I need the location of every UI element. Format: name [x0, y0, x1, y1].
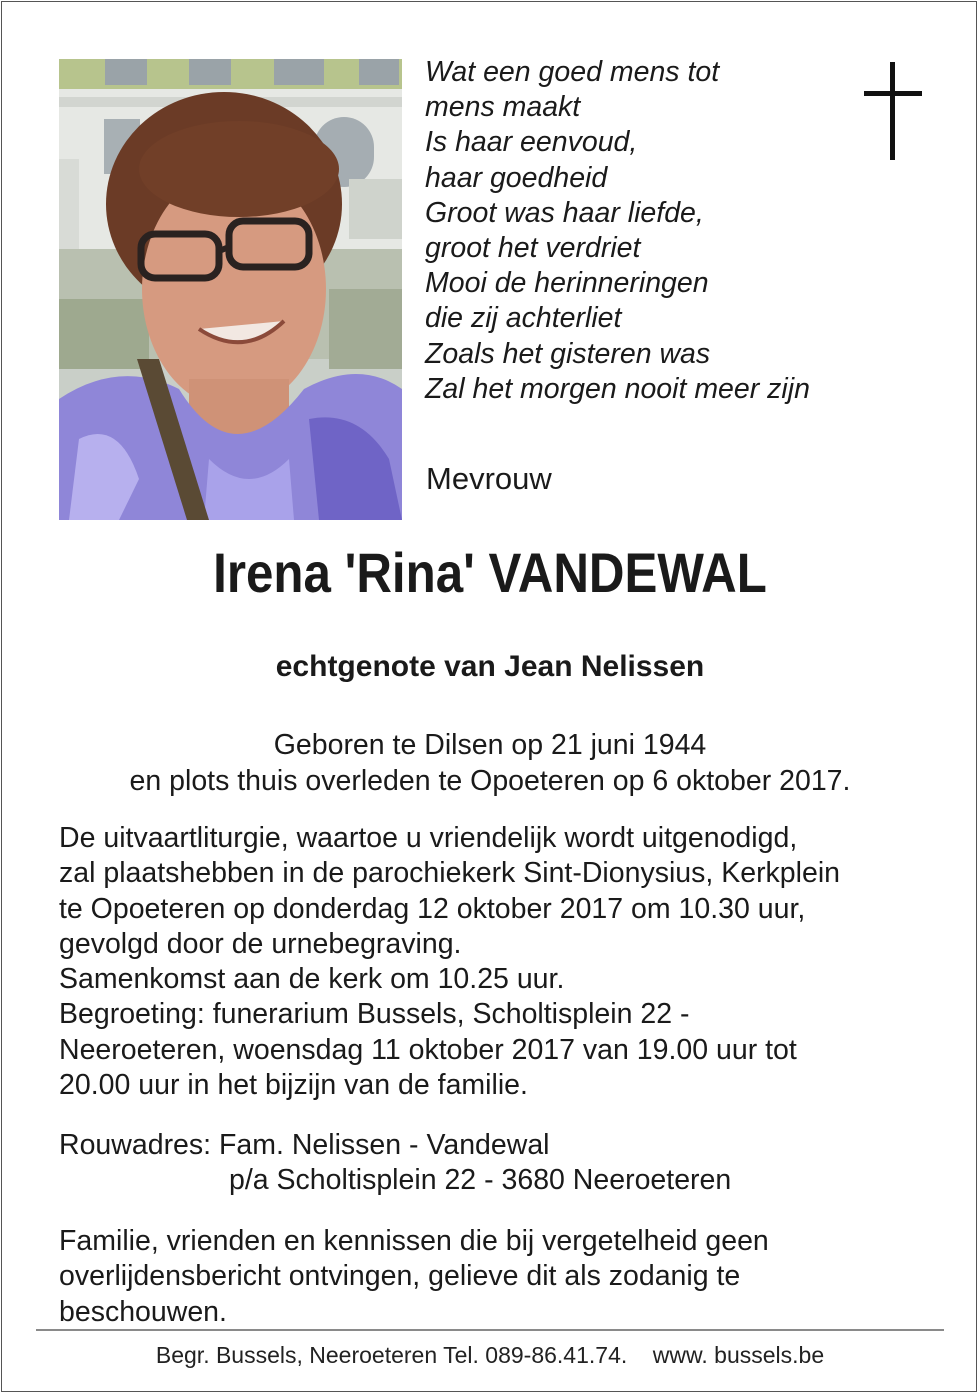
poem-line: Zoals het gisteren was: [425, 337, 711, 370]
ceremony-line: Samenkomst aan de kerk om 10.25 uur.: [59, 963, 565, 996]
death-line: en plots thuis overleden te Opoeteren op 6 oktober 2017.: [129, 764, 851, 797]
poem-line: Wat een goed mens tot: [425, 56, 720, 88]
deceased-name: Irena 'Rina' VANDEWAL: [213, 541, 767, 604]
poem: [425, 55, 865, 407]
birth-death-block: [0, 728, 980, 799]
footer-contact: Begr. Bussels, Neeroeteren Tel. 089-86.41.74. www. bussels.be: [155, 1342, 825, 1368]
poem-line: die zij achterliet: [425, 302, 622, 335]
spouse-line: echtgenote van Jean Nelissen: [275, 650, 705, 683]
ceremony-line: gevolgd door de urnebegraving.: [59, 927, 462, 960]
birth-line: Geboren te Dilsen op 21 juni 1944: [273, 729, 707, 761]
ceremony-line: 20.00 uur in het bijzijn van de familie.: [59, 1069, 528, 1102]
ceremony-line: zal plaatshebben in de parochiekerk Sint-Dionysius, Kerkplein: [59, 857, 841, 890]
cross-icon: [864, 62, 922, 160]
closing-note: [59, 1224, 769, 1330]
poem-line: Is haar eenvoud,: [425, 126, 638, 159]
poem-line: Mooi de herinneringen: [425, 267, 709, 300]
poem-line: haar goedheid: [425, 161, 608, 194]
closing-line: beschouwen.: [59, 1295, 227, 1328]
address-line: p/a Scholtisplein 22 - 3680 Neeroeteren: [229, 1164, 732, 1197]
portrait-photo: [59, 59, 402, 520]
poem-line: Groot was haar liefde,: [425, 196, 704, 229]
ceremony-line: te Opoeteren op donderdag 12 oktober 2017 om 10.30 uur,: [59, 892, 806, 925]
ceremony-line: De uitvaartliturgie, waartoe u vriendelijk wordt uitgenodigd,: [59, 822, 798, 854]
salutation: Mevrouw: [426, 461, 552, 496]
footer-divider: [36, 1329, 944, 1331]
poem-line: groot het verdriet: [425, 232, 641, 265]
ceremony-line: Begroeting: funerarium Bussels, Scholtisplein 22 -: [59, 998, 690, 1031]
mourning-address: [59, 1128, 731, 1199]
ceremony-details: [59, 821, 840, 1103]
address-line: Rouwadres: Fam. Nelissen - Vandewal: [59, 1129, 550, 1161]
closing-line: Familie, vrienden en kennissen die bij vergetelheid geen: [59, 1225, 769, 1257]
ceremony-line: Neeroeteren, woensdag 11 oktober 2017 van 19.00 uur tot: [59, 1033, 797, 1066]
poem-line: Zal het morgen nooit meer zijn: [425, 372, 810, 405]
closing-line: overlijdensbericht ontvingen, gelieve dit als zodanig te: [59, 1260, 741, 1293]
poem-line: mens maakt: [425, 91, 581, 124]
